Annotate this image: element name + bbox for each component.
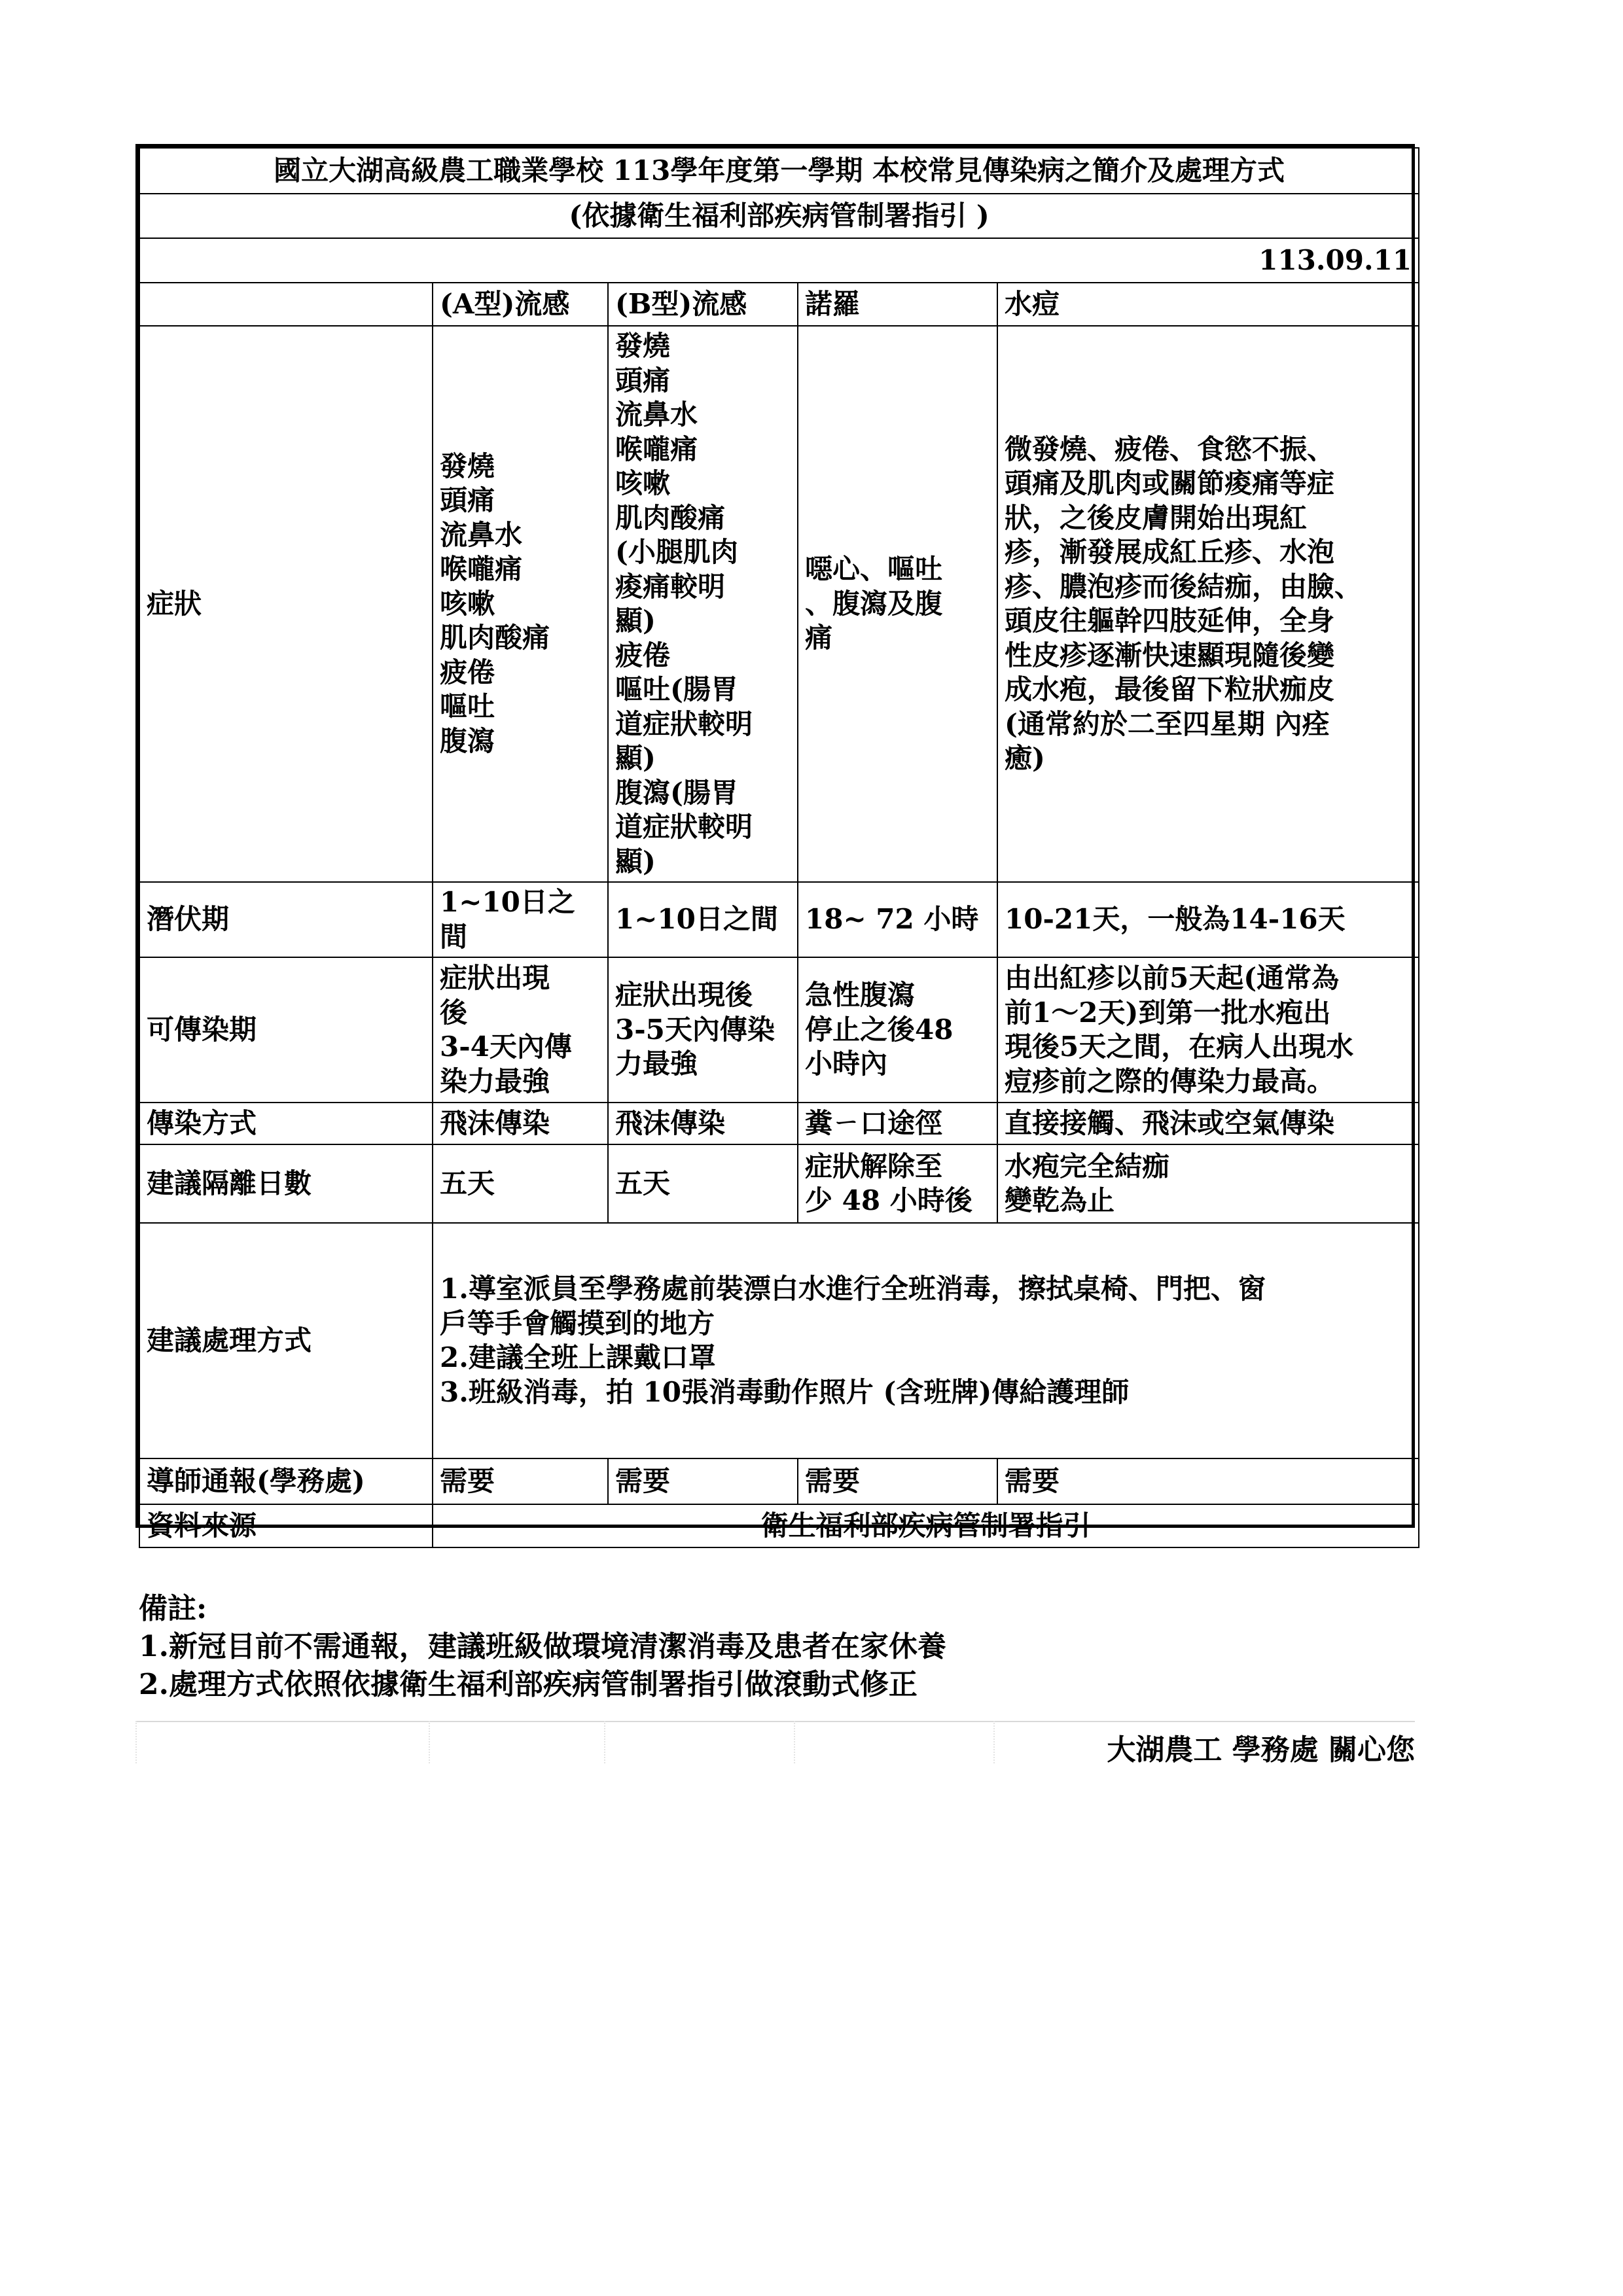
transmission-a-flu: 飛沫傳染 — [433, 1103, 608, 1144]
cell-line: 力最強 — [615, 1048, 698, 1080]
report-row — [139, 1458, 1419, 1504]
cell-line: 發燒 — [615, 330, 671, 362]
cell-line: 咳嗽 — [615, 467, 671, 499]
cell-line: 、腹瀉及腹 — [805, 587, 943, 620]
disease-info-sheet — [135, 144, 1415, 1542]
incubation-b-flu: 1~10日之間 — [608, 882, 798, 957]
report-a-flu: 需要 — [433, 1458, 608, 1504]
disease-table — [139, 147, 1419, 1548]
footer-gridline — [794, 1721, 795, 1763]
cell-line: 3-4天內傳 — [440, 1031, 572, 1063]
cell-line: 狀，之後皮膚開始出現紅 — [1005, 501, 1308, 534]
incubation-a-flu: 1~10日之間 — [433, 882, 608, 957]
cell-line: 頭皮往軀幹四肢延伸，全身 — [1005, 605, 1335, 637]
symptoms-chickenpox — [997, 326, 1419, 882]
contagious-b-flu — [608, 957, 798, 1103]
cell-line: 3.班級消毒，拍 10張消毒動作照片 (含班牌)傳給護理師 — [440, 1375, 1130, 1408]
cell-line: 流鼻水 — [440, 518, 523, 551]
column-header-row — [139, 283, 1419, 326]
transmission-row — [139, 1103, 1419, 1144]
cell-line: 水疱完全結痂 — [1005, 1150, 1170, 1182]
symptoms-row — [139, 326, 1419, 882]
incubation-row — [139, 882, 1419, 957]
cell-line: 現後5天之間，在病人出現水 — [1005, 1031, 1354, 1063]
cell-line: 腹瀉(腸胃 — [615, 776, 738, 809]
column-header-b-flu: (B型)流感 — [608, 283, 798, 326]
cell-line: 嘔吐 — [440, 690, 495, 723]
contagious-norovirus — [798, 957, 997, 1103]
date-row — [139, 238, 1419, 283]
cell-line: 2.建議全班上課戴口罩 — [440, 1341, 716, 1373]
cell-line: 顯) — [615, 845, 656, 877]
row-label-handling: 建議處理方式 — [139, 1223, 433, 1458]
cell-line: 性皮疹逐漸快速顯現隨後變 — [1005, 639, 1335, 671]
footer-gridline — [993, 1721, 995, 1763]
page-subtitle: (依據衛生福利部疾病管制署指引 ) — [139, 194, 1419, 238]
cell-line: 成水疱，最後留下粒狀痂皮 — [1005, 673, 1335, 705]
footer-gridline — [135, 1721, 137, 1763]
cell-line: 肌肉酸痛 — [615, 501, 726, 534]
contagious-row — [139, 957, 1419, 1103]
report-b-flu: 需要 — [608, 1458, 798, 1504]
cell-line: 變乾為止 — [1005, 1184, 1115, 1216]
transmission-chickenpox: 直接接觸、飛沫或空氣傳染 — [997, 1103, 1419, 1144]
cell-line: 疹，漸發展成紅丘疹、水泡 — [1005, 536, 1335, 568]
contagious-chickenpox — [997, 957, 1419, 1103]
handling-row — [139, 1223, 1419, 1458]
cell-line: 症狀解除至 — [805, 1150, 943, 1182]
symptoms-b-flu — [608, 326, 798, 882]
column-header-a-flu: (A型)流感 — [433, 283, 608, 326]
row-label-contagious: 可傳染期 — [139, 957, 433, 1103]
page-title: 國立大湖高級農工職業學校 113學年度第一學期 本校常見傳染病之簡介及處理方式 — [139, 148, 1419, 194]
cell-line: 後 — [440, 996, 468, 1029]
cell-line: 道症狀較明 — [615, 811, 753, 843]
cell-line: 戶等手會觸摸到的地方 — [440, 1307, 715, 1339]
column-header-chickenpox: 水痘 — [997, 283, 1419, 326]
row-label-source: 資料來源 — [139, 1504, 433, 1547]
report-chickenpox: 需要 — [997, 1458, 1419, 1504]
column-header-norovirus: 諾羅 — [798, 283, 997, 326]
cell-line: 頭痛及肌肉或關節痠痛等症 — [1005, 467, 1335, 499]
notes-section — [139, 1590, 1415, 1704]
cell-line: 停止之後48 — [805, 1013, 954, 1046]
cell-line: 癒) — [1005, 742, 1045, 774]
cell-line: 痛 — [805, 622, 833, 654]
cell-line: 症狀出現 — [440, 962, 550, 994]
transmission-norovirus: 糞ㄧ口途徑 — [798, 1103, 997, 1144]
incubation-chickenpox: 10-21天，一般為14-16天 — [997, 882, 1419, 957]
cell-line: 噁心、嘔吐 — [805, 553, 943, 586]
isolation-chickenpox — [997, 1144, 1419, 1223]
cell-line: 流鼻水 — [615, 398, 698, 431]
cell-line: 微發燒、疲倦、食慾不振、 — [1005, 433, 1335, 465]
contagious-a-flu — [433, 957, 608, 1103]
notes-title: 備註: — [139, 1592, 207, 1625]
report-norovirus: 需要 — [798, 1458, 997, 1504]
isolation-row — [139, 1144, 1419, 1223]
isolation-norovirus — [798, 1144, 997, 1223]
note-item: 1.新冠目前不需通報，建議班級做環境清潔消毒及患者在家休養 — [139, 1630, 946, 1664]
cell-line: 肌肉酸痛 — [440, 622, 550, 654]
symptoms-norovirus — [798, 326, 997, 882]
source-value: 衛生福利部疾病管制署指引 — [433, 1504, 1419, 1547]
cell-line: 顯) — [615, 605, 656, 637]
cell-line: (小腿肌肉 — [615, 536, 738, 568]
document-date: 113.09.11 — [139, 238, 1419, 283]
cell-line: 頭痛 — [440, 484, 495, 517]
isolation-a-flu: 五天 — [433, 1144, 608, 1223]
cell-line: 喉嚨痛 — [440, 553, 523, 586]
handling-instructions — [433, 1223, 1419, 1458]
footer-divider — [135, 1721, 1415, 1722]
subtitle-row — [139, 194, 1419, 238]
cell-line: 腹瀉 — [440, 724, 495, 757]
incubation-norovirus: 18~ 72 小時 — [798, 882, 997, 957]
cell-line: 染力最強 — [440, 1065, 550, 1097]
row-label-report: 導師通報(學務處) — [139, 1458, 433, 1504]
cell-line: 疲倦 — [440, 656, 495, 688]
cell-line: 頭痛 — [615, 364, 671, 397]
cell-line: 發燒 — [440, 450, 495, 482]
cell-line: 3-5天內傳染 — [615, 1013, 775, 1046]
cell-line: 疹、膿泡疹而後結痂，由臉、 — [1005, 570, 1363, 603]
cell-line: 急性腹瀉 — [805, 979, 916, 1012]
source-row — [139, 1504, 1419, 1547]
row-label-incubation: 潛伏期 — [139, 882, 433, 957]
cell-line: 道症狀較明 — [615, 707, 753, 740]
cell-line: 嘔吐(腸胃 — [615, 673, 738, 705]
cell-line: 1.導室派員至學務處前裝漂白水進行全班消毒，擦拭桌椅、門把、窗 — [440, 1273, 1266, 1305]
cell-line: 疲倦 — [615, 639, 671, 671]
cell-line: (通常約於二至四星期 內痊 — [1005, 707, 1330, 740]
transmission-b-flu: 飛沫傳染 — [608, 1103, 798, 1144]
cell-line: 由出紅疹以前5天起(通常為 — [1005, 962, 1340, 994]
cell-line: 喉嚨痛 — [615, 433, 698, 465]
row-label-transmission: 傳染方式 — [139, 1103, 433, 1144]
footer-signature: 大湖農工 學務處 關心您 — [1107, 1733, 1415, 1767]
symptoms-a-flu — [433, 326, 608, 882]
cell-line: 症狀出現後 — [615, 979, 753, 1012]
cell-line: 痠痛較明 — [615, 570, 726, 603]
row-label-isolation: 建議隔離日數 — [139, 1144, 433, 1223]
cell-line: 痘疹前之際的傳染力最高。 — [1005, 1065, 1335, 1097]
cell-line: 少 48 小時後 — [805, 1184, 972, 1216]
title-row — [139, 148, 1419, 194]
footer-gridline — [429, 1721, 430, 1763]
cell-line: 小時內 — [805, 1048, 888, 1080]
isolation-b-flu: 五天 — [608, 1144, 798, 1223]
row-label-symptoms: 症狀 — [139, 326, 433, 882]
header-blank-cell — [139, 283, 433, 326]
cell-line: 顯) — [615, 742, 656, 774]
footer-gridline — [604, 1721, 605, 1763]
cell-line: 咳嗽 — [440, 587, 495, 620]
cell-line: 前1～2天)到第一批水疱出 — [1005, 996, 1331, 1029]
note-item: 2.處理方式依照依據衛生福利部疾病管制署指引做滾動式修正 — [139, 1668, 918, 1702]
